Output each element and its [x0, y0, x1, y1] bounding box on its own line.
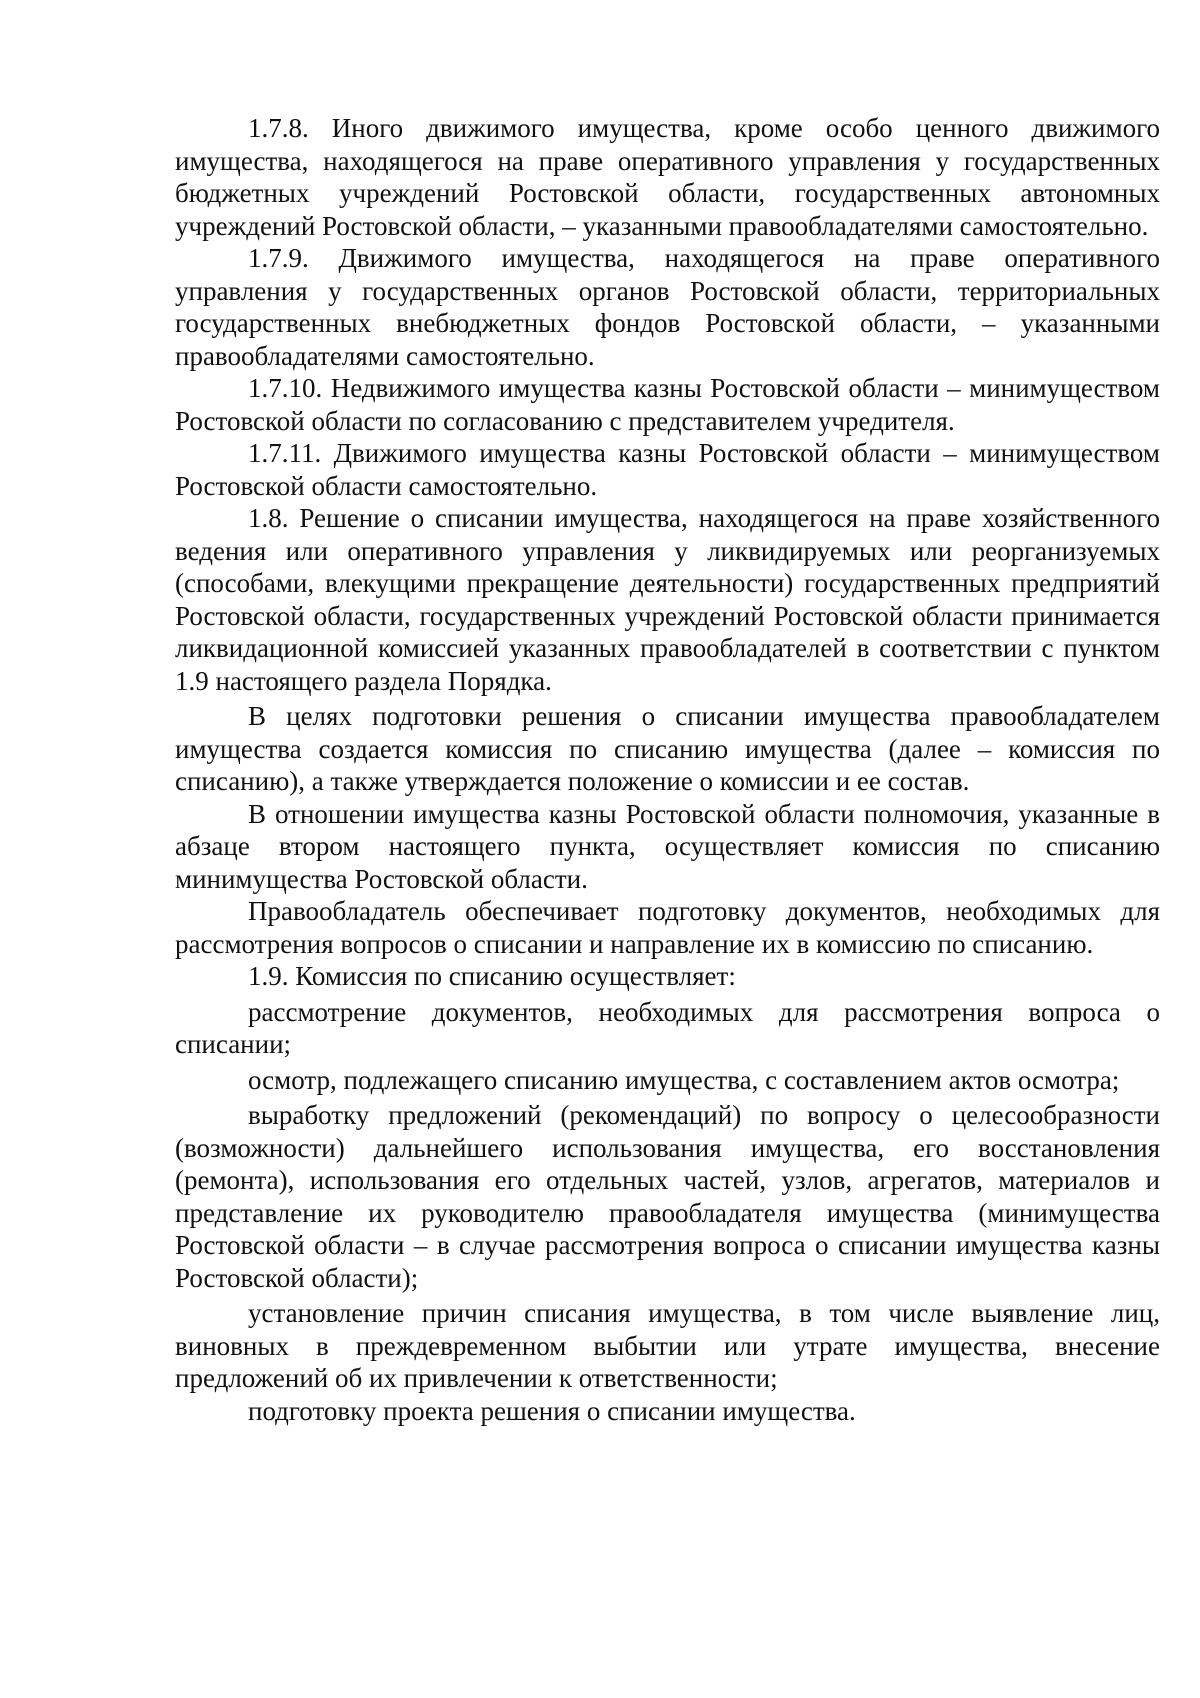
list-item-draft-decision: подготовку проекта решения о списании имущества.	[248, 1395, 856, 1426]
document-page	[175, 112, 1160, 1427]
paragraph-1-8: 1.8. Решение о списании имущества, находящегося на праве хозяйственного ведения или оперативного управления у ликвидируемых или реорганизуемых (способами, влекущими прекращение деятельности) государственных предприятий Ростовской области, государственных учреждений Ростовской области принимается ликвидационной комиссией указанных правообладателей в соответствии с пунктом 1.9 настоящего раздела Порядка.	[175, 503, 1160, 696]
paragraph-1-7-10: 1.7.10. Недвижимого имущества казны Ростовской области – минимуществом Ростовской области по согласованию с представителем учредителя.	[175, 373, 1160, 436]
paragraph-1-7-8: 1.7.8. Иного движимого имущества, кроме особо ценного движимого имущества, находящегося на праве оперативного управления у государственных бюджетных учреждений Ростовской области, государственных автономных учреждений Ростовской области, – указанными правообладателями самостоятельно.	[175, 113, 1160, 241]
paragraph-treasury-authority: В отношении имущества казны Ростовской области полномочия, указанные в абзаце втором настоящего пункта, осуществляет комиссия по списанию минимущества Ростовской области.	[175, 798, 1160, 894]
paragraph-1-7-9: 1.7.9. Движимого имущества, находящегося на праве оперативного управления у государственных органов Ростовской области, территориальных государственных внебюджетных фондов Ростовской области, – указанными правообладателями самостоятельно.	[175, 243, 1160, 371]
list-item-causes: установление причин списания имущества, в том числе выявление лиц, виновных в преждевременном выбытии или утрате имущества, внесение предложений об их привлечении к ответственности;	[175, 1298, 1160, 1393]
list-item-recommendations: выработку предложений (рекомендаций) по вопросу о целесообразности (возможности) дальнейшего использования имущества, его восстановления (ремонта), использования его отдельных частей, узлов, агрегатов, материалов и представление их руководителю правообладателя имущества (минимущества Ростовской области – в случае рассмотрения вопроса о списании имущества казны Ростовской области);	[175, 1100, 1160, 1293]
list-item-document-review: рассмотрение документов, необходимых для рассмотрения вопроса о списании;	[175, 996, 1160, 1059]
list-item-inspection: осмотр, подлежащего списанию имущества, с составлением актов осмотра;	[248, 1064, 1120, 1095]
paragraph-commission-creation: В целях подготовки решения о списании имущества правообладателем имущества создается комиссия по списанию имущества (далее – комиссия по списанию), а также утверждается положение о комиссии и ее состав.	[175, 701, 1160, 796]
paragraph-1-7-11: 1.7.11. Движимого имущества казны Ростовской области – минимуществом Ростовской области самостоятельно.	[175, 438, 1160, 501]
paragraph-1-9: 1.9. Комиссия по списанию осуществляет:	[248, 961, 736, 991]
paragraph-document-preparation: Правообладатель обеспечивает подготовку документов, необходимых для рассмотрения вопросов о списании и направление их в комиссию по списанию.	[175, 896, 1160, 959]
